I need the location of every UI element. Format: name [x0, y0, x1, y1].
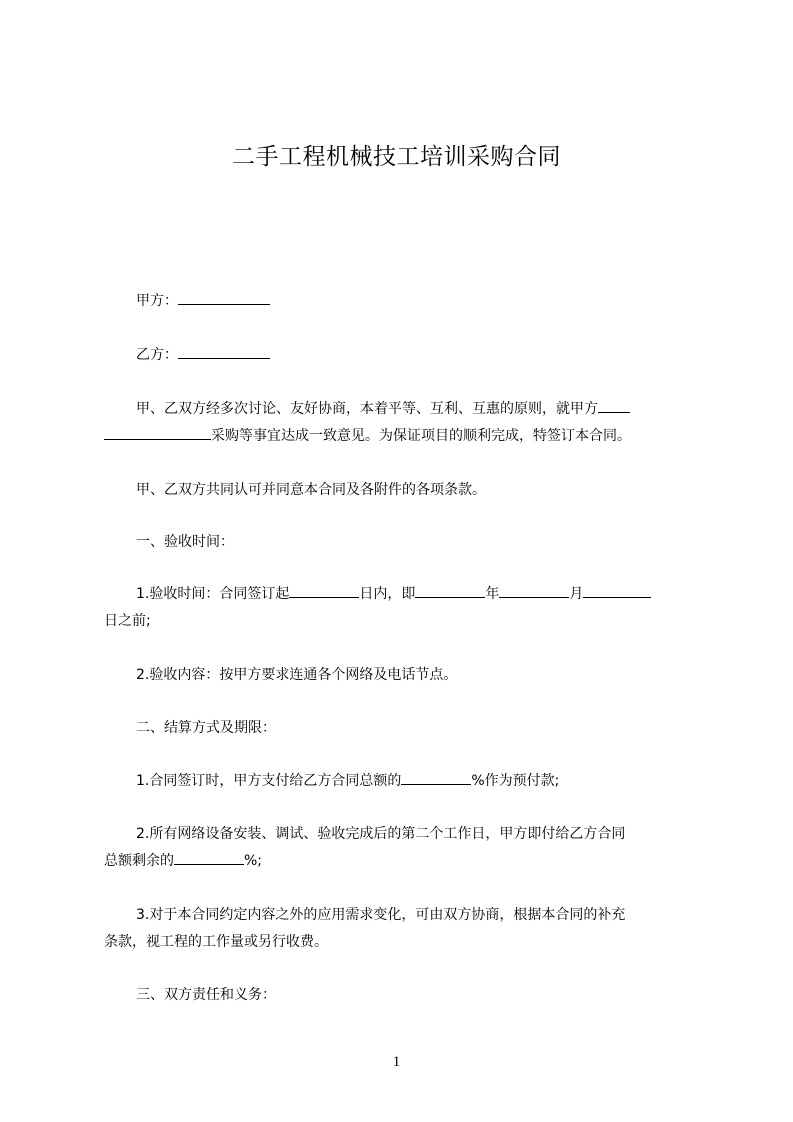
section-2-item-2-line-2 — [104, 846, 701, 876]
advance-percent-blank — [401, 770, 471, 785]
remaining-percent-blank — [174, 850, 244, 865]
intro-line-1 — [104, 394, 701, 424]
party-a-blank — [178, 290, 270, 305]
year-blank — [415, 583, 485, 598]
section-1-item-1-line-2: 日之前; — [104, 613, 151, 629]
section-3-heading: 三、双方责任和义务： — [136, 987, 276, 1003]
intro-blank-a — [598, 398, 630, 413]
year-label: 年 — [485, 586, 500, 602]
acceptance-time-text: 1.验收时间：合同签订起 — [136, 586, 290, 602]
section-2-item-2-line-1: 2.所有网络设备安装、调试、验收完成后的第二个工作日，甲方即付给乙方合同 — [136, 826, 626, 842]
section-2-item-3-line-1: 3.对于本合同约定内容之外的应用需求变化，可由双方协商，根据本合同的补充 — [136, 907, 626, 923]
page-number: 1 — [392, 1054, 401, 1070]
days-blank — [289, 583, 359, 598]
section-2-heading: 二、结算方式及期限： — [136, 720, 276, 736]
section-2-item-1 — [104, 766, 701, 796]
party-b-line — [104, 340, 701, 370]
remaining-amount-text: 总额剩余的 — [104, 853, 174, 869]
advance-payment-text: 1.合同签订时，甲方支付给乙方合同总额的 — [136, 773, 402, 789]
days-label: 日内，即 — [359, 586, 416, 602]
party-a-line — [104, 286, 701, 316]
day-blank — [583, 583, 651, 598]
intro-text-1: 甲、乙双方经多次讨论、友好协商，本着平等、互利、互惠的原则，就甲方 — [136, 401, 598, 417]
party-a-label: 甲方： — [136, 293, 178, 309]
section-1-item-1-line-1 — [104, 579, 701, 609]
month-blank — [499, 583, 569, 598]
intro-text-2: 采购等事宜达成一致意见。为保证项目的顺利完成，特签订本合同。 — [211, 428, 631, 444]
section-1-item-2: 2.验收内容：按甲方要求连通各个网络及电话节点。 — [136, 667, 458, 683]
month-label: 月 — [569, 586, 584, 602]
advance-payment-suffix: %作为预付款; — [471, 773, 560, 789]
agreement-paragraph: 甲、乙双方共同认可并同意本合同及各附件的各项条款。 — [136, 482, 486, 498]
party-b-blank — [178, 344, 270, 359]
document-title: 二手工程机械技工培训采购合同 — [232, 144, 561, 170]
section-1-heading: 一、验收时间： — [136, 534, 234, 550]
remaining-percent-suffix: %; — [244, 853, 263, 869]
party-b-label: 乙方： — [136, 347, 178, 363]
intro-line-2 — [104, 421, 701, 451]
section-2-item-3-line-2: 条款，视工程的工作量或另行收费。 — [104, 934, 328, 950]
intro-blank-b — [104, 425, 211, 440]
